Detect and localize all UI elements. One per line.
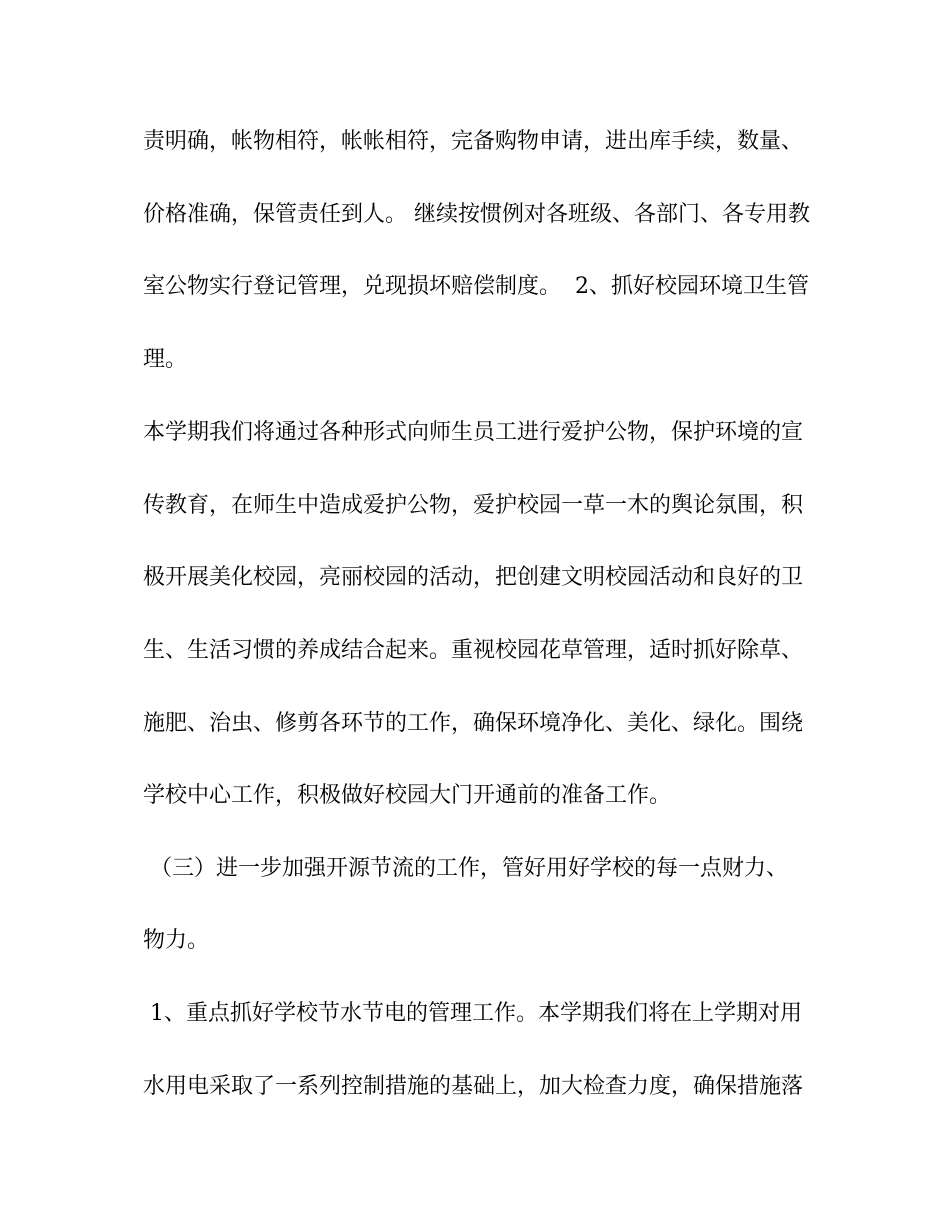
text-line: 价格准确，保管责任到人。 继续按惯例对各班级、各部门、各专用教 xyxy=(143,202,810,227)
text-line: 生、生活习惯的养成结合起来。重视校园花草管理，适时抓好除草、 xyxy=(143,638,804,663)
text-line: （三）进一步加强开源节流的工作，管好用好学校的每一点财力、 xyxy=(143,856,788,881)
text-line: 传教育，在师生中造成爱护公物，爱护校园一草一木的舆论氛围，积 xyxy=(143,493,804,518)
text-line: 学校中心工作，积极做好校园大门开通前的准备工作。 xyxy=(143,783,672,808)
text-line: 室公物实行登记管理，兑现损坏赔偿制度。 2、抓好校园环境卫生管 xyxy=(143,274,809,299)
text-line: 责明确，帐物相符，帐帐相符，完备购物申请，进出库手续，数量、 xyxy=(143,129,804,154)
text-line: 理。 xyxy=(143,347,188,372)
text-line: 施肥、治虫、修剪各环节的工作，确保环境净化、美化、绿化。围绕 xyxy=(143,711,804,736)
text-line: 物力。 xyxy=(143,928,210,953)
text-line: 水用电采取了一系列控制措施的基础上，加大检查力度，确保措施落 xyxy=(143,1074,804,1099)
text-line: 1、重点抓好学校节水节电的管理工作。本学期我们将在上学期对用 xyxy=(143,1001,802,1026)
text-line: 本学期我们将通过各种形式向师生员工进行爱护公物，保护环境的宣 xyxy=(143,420,804,445)
text-line: 极开展美化校园，亮丽校园的活动，把创建文明校园活动和良好的卫 xyxy=(143,565,804,590)
